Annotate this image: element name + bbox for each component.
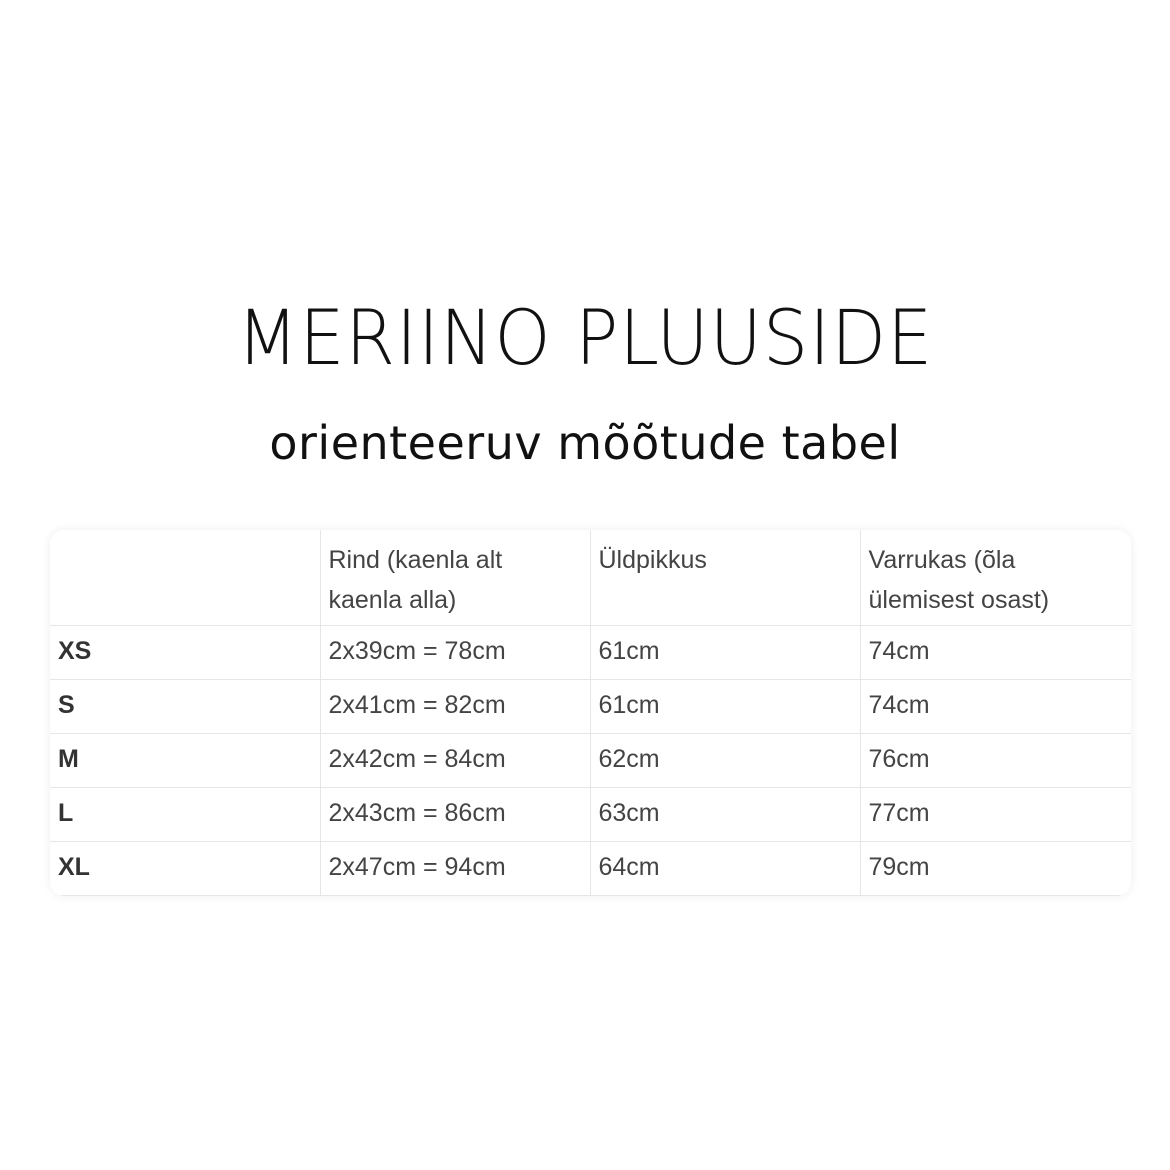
size-table [50,530,1131,896]
size-cell: M [50,733,320,787]
size-table-container [50,530,1131,896]
header-length: Üldpikkus [590,530,860,625]
table-row [50,787,1131,841]
sleeve-cell: 77cm [860,787,1131,841]
sleeve-cell: 76cm [860,733,1131,787]
chest-cell: 2x41cm = 82cm [320,679,590,733]
header-size [50,530,320,625]
page-subtitle: orienteeruv mõõtude tabel [269,416,901,470]
table-row [50,625,1131,679]
length-cell: 62cm [590,733,860,787]
length-cell: 61cm [590,625,860,679]
chest-cell: 2x39cm = 78cm [320,625,590,679]
chest-cell: 2x42cm = 84cm [320,733,590,787]
size-cell: S [50,679,320,733]
header-sleeve: Varrukas (õla ülemisest osast) [860,530,1131,625]
length-cell: 61cm [590,679,860,733]
length-cell: 63cm [590,787,860,841]
sleeve-cell: 79cm [860,841,1131,895]
size-cell: XL [50,841,320,895]
sleeve-cell: 74cm [860,625,1131,679]
table-row [50,679,1131,733]
table-row [50,733,1131,787]
chest-cell: 2x47cm = 94cm [320,841,590,895]
size-cell: L [50,787,320,841]
table-header-row [50,530,1131,625]
chest-cell: 2x43cm = 86cm [320,787,590,841]
size-cell: XS [50,625,320,679]
sleeve-cell: 74cm [860,679,1131,733]
length-cell: 64cm [590,841,860,895]
table-row [50,841,1131,895]
page-title: MERIINO PLUUSIDE [236,293,934,382]
header-chest: Rind (kaenla alt kaenla alla) [320,530,590,625]
